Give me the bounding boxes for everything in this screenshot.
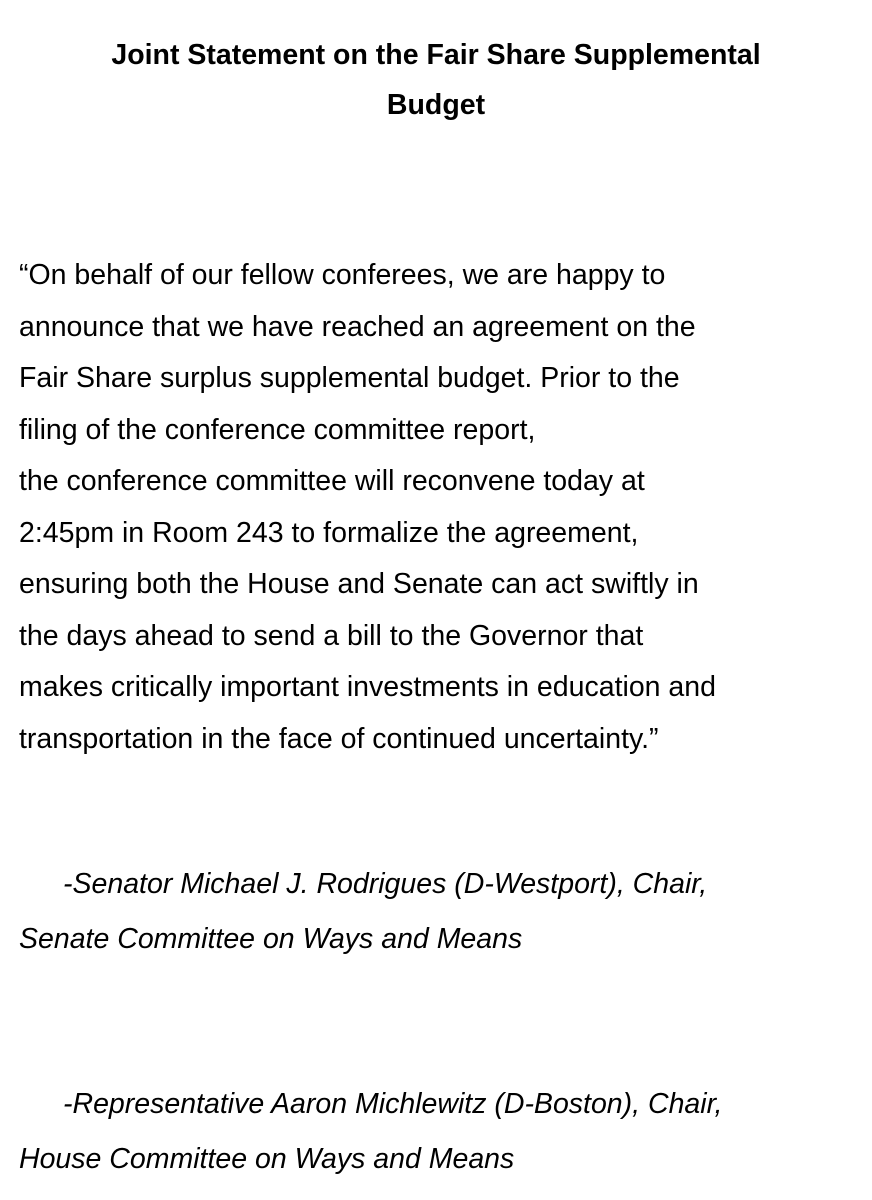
quote-line: Fair Share surplus supplemental budget. Prior to the [19, 362, 680, 394]
statement-title [40, 30, 832, 130]
signature-committee: House Committee on Ways and Means [19, 1143, 515, 1175]
signature-committee: Senate Committee on Ways and Means [19, 923, 523, 955]
quote-line: “On behalf of our fellow conferees, we are happy to [19, 259, 666, 291]
title-line: Joint Statement on the Fair Share Supplemental [111, 39, 761, 71]
quote-line: makes critically important investments in education and [19, 671, 716, 703]
signature-name: -Senator Michael J. Rodrigues (D-Westport), Chair, [63, 868, 708, 900]
title-line: Budget [386, 89, 486, 121]
quote-line: ensuring both the House and Senate can act swiftly in [19, 568, 699, 600]
signature-representative [19, 1077, 862, 1187]
quote-line: 2:45pm in Room 243 to formalize the agreement, [19, 516, 639, 549]
signature-name: -Representative Aaron Michlewitz (D-Boston), Chair, [63, 1088, 723, 1120]
quote-line: filing of the conference committee report, [19, 413, 536, 446]
quote-line: announce that we have reached an agreement on the [19, 310, 696, 343]
signature-senator [19, 857, 862, 967]
statement-quote [19, 250, 862, 765]
quote-line: the days ahead to send a bill to the Governor that [19, 619, 644, 652]
quote-line: transportation in the face of continued uncertainty.” [19, 722, 659, 755]
quote-line: the conference committee will reconvene today at [19, 465, 645, 497]
